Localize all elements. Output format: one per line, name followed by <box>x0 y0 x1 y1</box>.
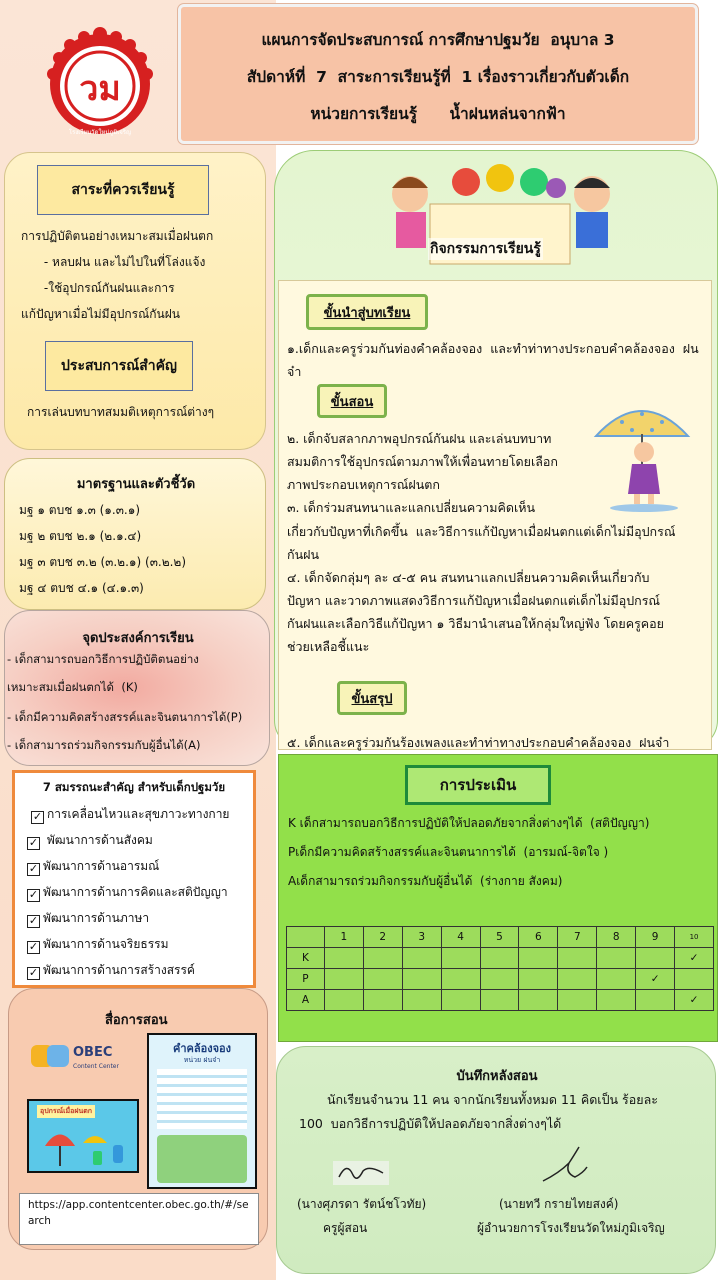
evaluation-p: Pเด็กมีความคิดสร้างสรรค์และจินตนาการได้ (อารมณ์-จิตใจ ) <box>288 845 609 859</box>
checkbox-icon: ✓ <box>32 810 43 823</box>
content-line: -ใช้อุปกรณ์กันฝนและการ <box>21 281 175 295</box>
table-header-cell: 3 <box>402 927 441 948</box>
evaluation-a: Aเด็กสามารถร่วมกิจกรรมกับผู้อื่นได้ (ร่างกาย สังคม) <box>288 874 563 888</box>
check-mark: ✓ <box>675 990 714 1011</box>
checkbox-icon: ✓ <box>28 836 39 849</box>
teacher-name: (นางศุภรดา รัตน์ชโวทัย) <box>297 1197 427 1211</box>
check-mark: ✓ <box>636 969 675 990</box>
table-header-cell: 9 <box>636 927 675 948</box>
evaluation-table <box>286 926 714 1011</box>
activity-text-3: ๕. เด็กและครูร่วมกันร้องเพลงและทำท่าทางประกอบคำคล้องจอง ฝนจ๋า <box>287 735 670 750</box>
objectives-panel <box>4 610 270 766</box>
step-summary: ขั้นสรุป <box>337 681 407 715</box>
activity-text-1: ๑.เด็กและครูร่วมกันท่องคำคล้องจอง และทำท่าทางประกอบคำคล้องจอง ฝน จ๋า <box>287 341 699 380</box>
director-signature <box>539 1143 603 1187</box>
content-line: การปฏิบัติตนอย่างเหมาะสมเมื่อฝนตก <box>21 229 214 243</box>
activity-content <box>278 280 712 750</box>
table-header-cell: 1 <box>324 927 363 948</box>
objective-line: เหมาะสมเมื่อฝนตกได้ (K) <box>7 680 138 694</box>
table-row <box>287 990 714 1011</box>
competencies-panel <box>12 770 256 988</box>
competency-item: ✓ พัฒนาการด้านภาษา <box>28 911 150 927</box>
header-line-3: หน่วยการเรียนรู้ น้ำฝนหล่นจากฟ้า <box>310 105 566 123</box>
row-label: K <box>287 948 325 969</box>
media-title: สื่อการสอน <box>105 1013 168 1028</box>
activity-text-2: ๒. เด็กจับสลากภาพอุปกรณ์กันฝน และเล่นบทบาท สมมติการใช้อุปกรณ์ตามภาพให้เพื่อนทายโดยเลือก ภาพประกอบเหตุการณ์ฝนตก ๓. เด็กร่วมสนทนาและแลกเปลี่ยนความคิดเห็น เกี่ยวกับปัญหาที่เกิดขึ้น และวิธีการแก้ปัญหาเมื่อฝนตกแต่เด็กไม่มีอุปกรณ์ กันฝน ๔. เด็กจัดกลุ่มๆ ละ ๔-๕ คน สนทนาแลกเปลี่ยนความคิดเห็นเกี่ยวกับ ปัญหา และวาดภาพแสดงวิธีการแก้ปัญหาเมื่อฝนตกแต่เด็กไม่มีอุปกรณ์ กันฝนและเลือกวิธีแก้ปัญหา ๑ วิธีมานำเสนอให้กลุ่มใหญ่ฟัง โดยครูคอย ช่วยเหลือชี้แนะ <box>287 431 676 655</box>
note-text-2: 100 บอกวิธีการปฏิบัติให้ปลอดภัยจากสิ่งต่างๆได้ <box>299 1116 562 1131</box>
media-panel <box>8 988 268 1250</box>
table-row <box>287 948 714 969</box>
evaluation-k: K เด็กสามารถบอกวิธีการปฏิบัติให้ปลอดภัยจากสิ่งต่างๆได้ (สติปัญญา) <box>288 816 650 830</box>
objective-line: - เด็กสามารถร่วมกิจกรรมกับผู้อื่นได้(A) <box>7 738 201 752</box>
competency-item: ✓ พัฒนาการด้านการสร้างสรรค์ <box>28 963 195 979</box>
table-row <box>287 969 714 990</box>
header-line-2: สัปดาห์ที่ 7 สาระการเรียนรู้ที่ 1 เรื่องราวเกี่ยวกับตัวเด็ก <box>246 68 630 86</box>
standard-item: มฐ ๑ ตบช ๑.๓ (๑.๓.๑) <box>19 503 141 517</box>
standards-panel <box>4 458 266 610</box>
checkbox-icon: ✓ <box>28 862 39 875</box>
table-header-cell: 5 <box>480 927 519 948</box>
school-logo <box>44 20 156 146</box>
girl-umbrella-illustration <box>592 394 692 512</box>
standard-item: มฐ ๓ ตบช ๓.๒ (๓.๒.๑) (๓.๒.๒) <box>19 555 187 569</box>
competency-item: ✓ พัฒนาการด้านการคิดและสติปัญญา <box>28 885 228 901</box>
checkbox-icon: ✓ <box>28 914 39 927</box>
content-title: สาระที่ควรเรียนรู้ <box>37 165 209 215</box>
competency-item: ✓ พัฒนาการด้านสังคม <box>28 833 153 849</box>
teacher-signature <box>333 1159 389 1187</box>
experience-text: การเล่นบทบาทสมมติเหตุการณ์ต่างๆ <box>27 405 215 419</box>
content-panel <box>4 152 266 450</box>
table-header-cell: 6 <box>519 927 558 948</box>
checkbox-icon: ✓ <box>28 940 39 953</box>
row-label: A <box>287 990 325 1011</box>
table-header-cell: 4 <box>441 927 480 948</box>
competencies-title: 7 สมรรถนะสำคัญ สำหรับเด็กปฐมวัย <box>42 780 226 794</box>
header-line-1: แผนการจัดประสบการณ์ การศึกษาปฐมวัย อนุบาล 3 <box>261 31 615 49</box>
standard-item: มฐ ๔ ตบช ๔.๑ (๔.๑.๓) <box>19 581 144 595</box>
note-title: บันทึกหลังสอน <box>456 1069 538 1084</box>
step-teaching: ขั้นสอน <box>317 384 387 418</box>
table-header-cell: 2 <box>363 927 402 948</box>
obec-logo: OBEC Content Center <box>31 1043 135 1073</box>
director-role: ผู้อำนวยการโรงเรียนวัดใหม่ภูมิเจริญ <box>477 1221 665 1235</box>
standard-item: มฐ ๒ ตบช ๒.๑ (๒.๑.๔) <box>19 529 142 543</box>
table-header-cell: 7 <box>558 927 597 948</box>
logo-letters: วม <box>79 69 121 109</box>
note-text: นักเรียนจำนวน 11 คน จากนักเรียนทั้งหมด 11 คิดเป็น ร้อยละ <box>327 1092 658 1107</box>
table-header-cell: 8 <box>597 927 636 948</box>
row-label: P <box>287 969 325 990</box>
evaluation-title: การประเมิน <box>405 765 551 805</box>
experience-title: ประสบการณ์สำคัญ <box>45 341 193 391</box>
objectives-title: จุดประสงค์การเรียน <box>82 631 194 646</box>
step-intro: ขั้นนำสู่บทเรียน <box>306 294 428 330</box>
check-mark: ✓ <box>675 948 714 969</box>
table-header-row <box>287 927 714 948</box>
checkbox-icon: ✓ <box>28 888 39 901</box>
standards-title: มาตรฐานและตัวชี้วัด <box>76 477 196 492</box>
rhyme-poster: คำคล้องจอง หน่วย ฝนจ๋า <box>147 1033 257 1189</box>
content-line: - หลบฝน และไม่ไปในที่โล่งแจ้ง <box>21 255 206 269</box>
content-line: แก้ปัญหาเมื่อไม่มีอุปกรณ์กันฝน <box>21 307 180 321</box>
teacher-role: ครูผู้สอน <box>323 1221 368 1235</box>
checkbox-icon: ✓ <box>28 966 39 979</box>
rain-equipment-card: อุปกรณ์เมื่อฝนตก <box>27 1099 139 1173</box>
plan-header <box>178 4 698 144</box>
competency-item: ✓ พัฒนาการด้านอารมณ์ <box>28 859 160 875</box>
table-cell <box>287 927 325 948</box>
activity-title: กิจกรรมการเรียนรู้ <box>428 238 543 260</box>
director-name: (นายทวี กรายไทยสงค์) <box>499 1197 619 1211</box>
table-header-cell: 10 <box>675 927 714 948</box>
objective-line: - เด็กมีความคิดสร้างสรรค์และจินตนาการได้(P) <box>7 710 243 724</box>
post-teaching-note-panel <box>276 1046 716 1274</box>
umbrella-icon <box>35 1121 135 1171</box>
media-url[interactable]: https://app.contentcenter.obec.go.th/#/se arch <box>19 1193 259 1245</box>
competency-item: ✓ การเคลื่อนไหวและสุขภาวะทางกาย <box>32 807 230 823</box>
objective-line: - เด็กสามารถบอกวิธีการปฏิบัติตนอย่าง <box>7 652 199 666</box>
logo-caption: โรงเรียนวัดใหม่ภูมิเจริญ <box>68 129 132 136</box>
competency-item: ✓ พัฒนาการด้านจริยธรรม <box>28 937 169 953</box>
